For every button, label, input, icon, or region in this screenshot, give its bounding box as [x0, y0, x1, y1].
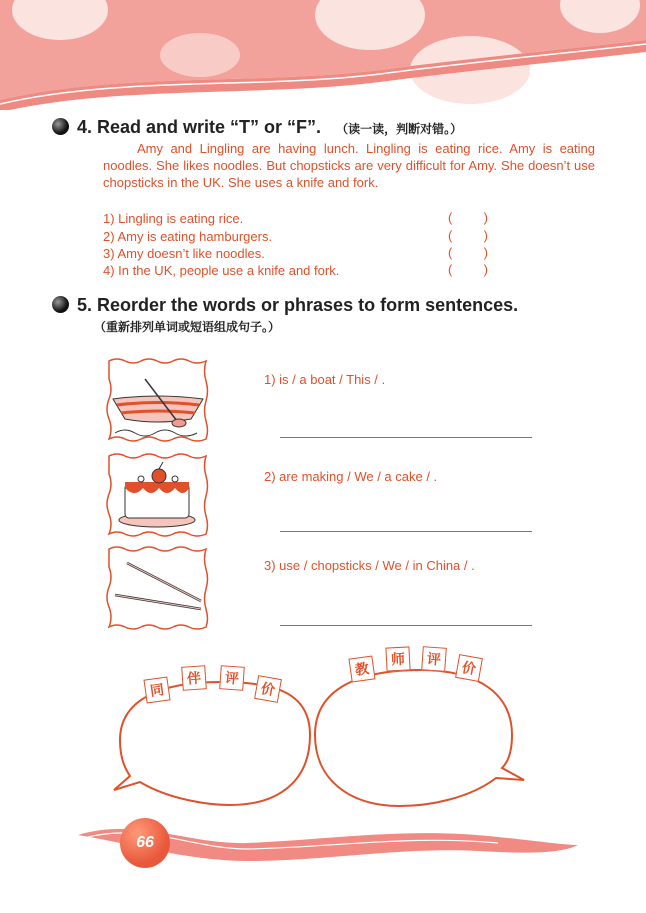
section-4-title: 4. Read and write “T” or “F”. — [77, 117, 322, 137]
section-4-subtitle: （读一读，判断对错。） — [336, 122, 463, 136]
teacher-eval-char-4: 价 — [455, 654, 483, 682]
section-5-subtitle: （重新排列单词或短语组成句子。） — [94, 320, 281, 334]
paren-open: ( — [448, 228, 453, 243]
paren-close: ) — [483, 262, 488, 277]
answer-line-2[interactable] — [280, 531, 532, 532]
question-4: 4) In the UK, people use a knife and fork. — [103, 263, 340, 278]
question-2: 2) Amy is eating hamburgers. — [103, 229, 273, 244]
paren-open: ( — [448, 262, 453, 277]
peer-eval-char-1: 同 — [143, 676, 170, 703]
question-3: 3) Amy doesn’t like noodles. — [103, 246, 265, 261]
chopsticks-icon — [105, 545, 210, 631]
cake-icon — [105, 452, 210, 538]
teacher-eval-char-2: 师 — [385, 646, 410, 671]
reorder-prompt-3: 3) use / chopsticks / We / in China / . — [264, 558, 475, 573]
peer-eval-char-4: 价 — [254, 675, 282, 703]
paren-close: ) — [483, 228, 488, 243]
peer-eval-char-2: 伴 — [181, 665, 207, 691]
paren-open: ( — [448, 245, 453, 260]
answer-box-4[interactable] — [448, 262, 488, 277]
teacher-eval-char-3: 评 — [421, 646, 447, 672]
answer-line-1[interactable] — [280, 437, 532, 438]
paren-close: ) — [483, 210, 488, 225]
answer-box-2[interactable] — [448, 228, 488, 243]
section-4-heading — [52, 117, 462, 138]
answer-box-3[interactable] — [448, 245, 488, 260]
boat-icon — [105, 357, 210, 443]
peer-eval-char-3: 评 — [219, 665, 245, 691]
reading-passage: Amy and Lingling are having lunch. Lingling is eating rice. Amy is eating noodles. She likes noodles. But chopsticks are very difficult for Amy. She doesn’t use chopsticks in the UK. She uses a knife and fork. — [103, 141, 595, 190]
section-5-title: 5. Reorder the words or phrases to form sentences. — [77, 295, 519, 315]
question-1: 1) Lingling is eating rice. — [103, 211, 244, 226]
answer-box-1[interactable] — [448, 210, 488, 225]
top-banner — [0, 0, 646, 110]
reorder-prompt-2: 2) are making / We / a cake / . — [264, 469, 438, 484]
bullet-icon — [52, 296, 69, 313]
teacher-eval-char-1: 教 — [348, 655, 375, 682]
section-5-heading — [52, 295, 518, 316]
paren-open: ( — [448, 210, 453, 225]
bullet-icon — [52, 118, 69, 135]
answer-line-3[interactable] — [280, 625, 532, 626]
page-number: 66 — [120, 818, 170, 868]
paren-close: ) — [483, 245, 488, 260]
reorder-prompt-1: 1) is / a boat / This / . — [264, 372, 386, 387]
